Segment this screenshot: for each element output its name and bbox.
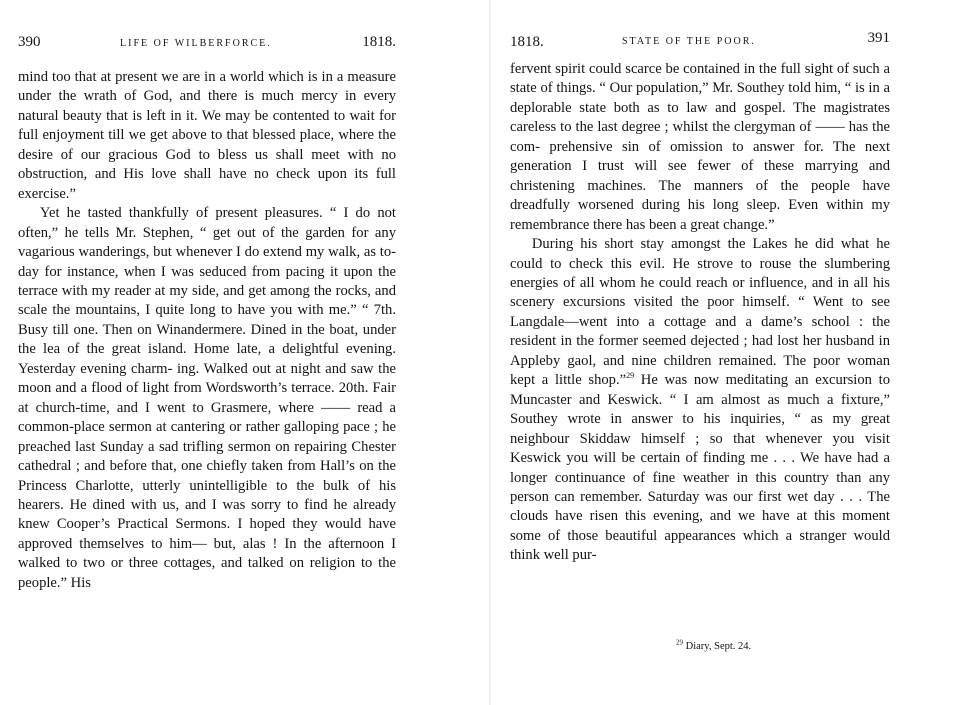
running-title: STATE OF THE POOR. <box>622 36 756 47</box>
page-number: 390 <box>18 34 41 50</box>
paragraph-text: He was now meditating an excursion to Muncaster and Keswick. “ I am almost as much a fixture,” Southey wrote in answer to his inquiries, “ as my great neighbour Skiddaw himself ; so that whenever you visit Keswick you will be certain of finding me . . . We have had a longer continuance of fine weather in this country than any person can remember. Saturday was our first wet day . . . The clouds have risen this evening, and we have at this moment some of those beautiful appearances which a stranger would think well pur- <box>510 372 890 564</box>
paragraph: mind too that at present we are in a world which is in a measure under the wrath of God, and there is much mercy in every natural beauty that is left in it. We may be contented to wait for full enjoyment till we get above to that blessed place, where the desire of our gracious God to bless us shall meet with no obstruction, and His love shall have no check upon its full exercise.” <box>18 69 396 202</box>
footnote-text: Diary, Sept. 24. <box>685 641 752 652</box>
header-year: 1818. <box>510 34 544 50</box>
paragraph <box>510 235 890 566</box>
paragraph-text: During his short stay amongst the Lakes he did what he could to check this evil. He strove to rouse the slumbering energies of all whom he could reach or influence, and in all his scenery excursions visited the poor himself. “ Went to see Langdale—went into a cottage and a dame’s school : the resident in the former seemed dejected ; had lost her husband in Appleby gaol, and nine children remained. The poor woman kept a little shop.” <box>510 236 890 389</box>
paragraph: Yet he tasted thankfully of present pleasures. “ I do not often,” he tells Mr. Stephen, “ get out of the garden for any vagarious wanderings, but whenever I do extend my walk, as to-day for instance, when I was seduced from pacing it upon the terrace with my reader at my side, and get among the rocks, and scale the mountains, I quite long to have you with me.” “ 7th. Busy till one. Then on Winandermere. Dined in the boat, under the lea of the great island. Home late, a delightful evening. Yesterday evening charm- ing. Walked out at night and saw the moon and a flood of light from Wordsworth’s terrace. 20th. Fair at church-time, and I went to Grasmere, where —— read a common-place sermon at cantering or rather galloping pace ; he preached last Sunday a sad trifling sermon on repairing Chester cathedral ; and before that, one chiefly taken from Hall’s on the Princess Charlotte, utterly unintelligible to the bulk of his hearers. He dined with us, and I was sorry to find he already knew Cooper’s Practical Sermons. I hoped they would have approved themselves to him— but, alas ! In the afternoon I walked to two or three cottages, and talked on religion to the people.” His <box>18 205 396 591</box>
page-number: 391 <box>867 30 890 46</box>
right-page-body <box>510 60 890 566</box>
running-title: LIFE OF WILBERFORCE. <box>120 38 272 49</box>
paragraph: fervent spirit could scarce be contained in the full sight of such a state of things. “ Our population,” Mr. Southey told him, “ is in a deplorable state both as to law and gospel. The magistrates careless to the last degree ; whilst the clergyman of —— has the com- prehensive sin of omission to answer for. The next generation I trust will see fewer of these marrying and christening machines. The manners of the people have dreadfully worsened during his long sleep. Even within my remembrance there has been a great change.” <box>510 61 890 233</box>
left-page-header <box>18 34 396 54</box>
right-page-header <box>510 30 890 50</box>
header-year: 1818. <box>362 34 396 50</box>
footnote-number: 29 <box>676 638 683 647</box>
right-page <box>490 0 980 705</box>
footnote <box>676 638 752 652</box>
footnote-reference: 29 <box>626 371 635 381</box>
left-page-body <box>18 68 396 593</box>
